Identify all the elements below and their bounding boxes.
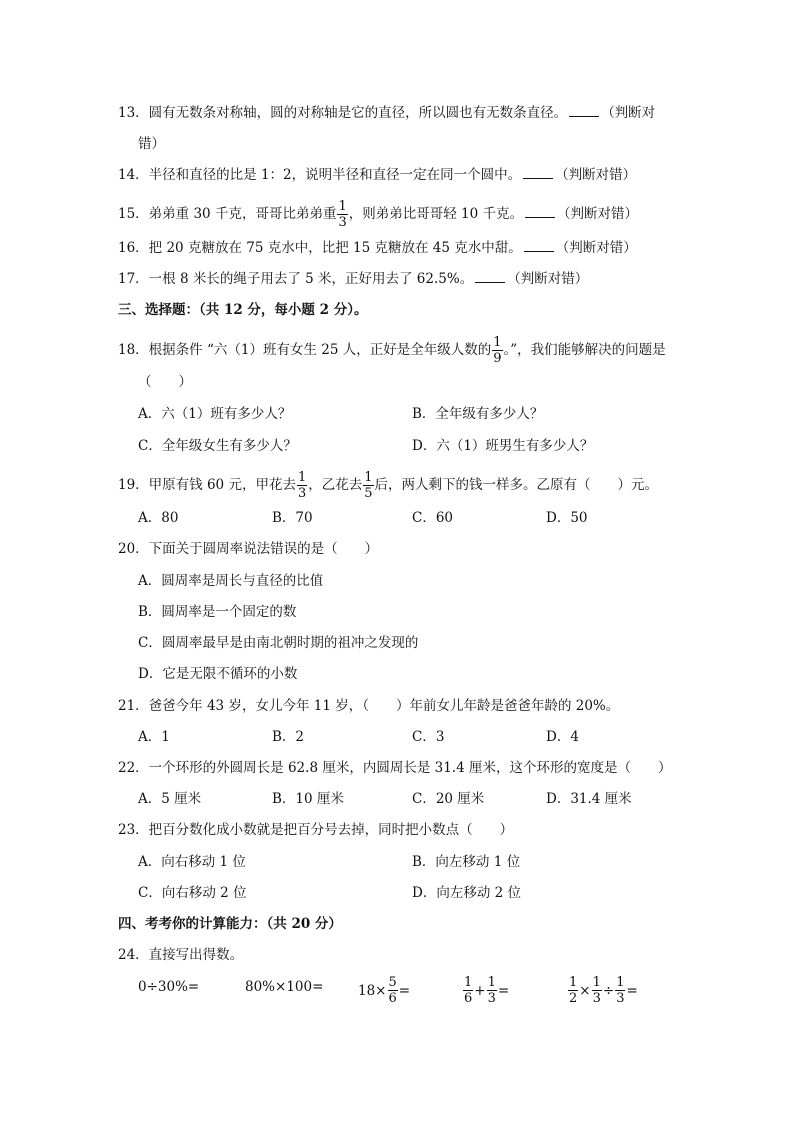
fraction: $\frac{1}{9}$ [493, 335, 502, 366]
answer-blank[interactable] [525, 205, 555, 218]
question-14: 14．半径和直径的比是 1：2，说明半径和直径一定在同一个圆中。 （判断对错） [118, 167, 637, 183]
q18-option-b[interactable]: B．全年级有多少人？ [412, 406, 544, 422]
question-21: 21．爸爸今年 43 岁，女儿今年 11 岁，（ ）年前女儿年龄是爸爸年龄的 20%。 [118, 698, 620, 714]
calc-expression-1: 0÷30%= [138, 979, 200, 995]
calc-expression-4: $\frac{1}{6}$ + $\frac{1}{3}$ = [464, 975, 510, 1006]
answer-blank[interactable] [523, 166, 553, 179]
calc-expression-5: $\frac{1}{2}$ × $\frac{1}{3}$ ÷ $\frac{1}{3}$ = [569, 975, 638, 1006]
q20-option-d[interactable]: D．它是无限不循环的小数 [138, 666, 298, 682]
question-16: 16．把 20 克糖放在 75 克水中，比把 15 克糖放在 45 克水中甜。 （判断对错） [118, 240, 637, 256]
question-13-cont: 错） [138, 136, 165, 152]
q23-option-c[interactable]: C．向右移动 2 位 [138, 885, 247, 901]
question-13: 13．圆有无数条对称轴，圆的对称轴是它的直径，所以圆也有无数条直径。 （判断对 [118, 105, 656, 121]
fraction: $\frac{1}{3}$ [592, 975, 601, 1006]
fraction: $\frac{5}{6}$ [388, 975, 397, 1006]
q18-option-a[interactable]: A．六（1）班有多少人？ [138, 406, 292, 422]
q22-option-c[interactable]: C．20 厘米 [412, 791, 485, 807]
fraction: $\frac{1}{3}$ [297, 470, 307, 501]
q19-option-b[interactable]: B．70 [272, 510, 313, 526]
q20-option-b[interactable]: B．圆周率是一个固定的数 [138, 604, 297, 620]
fraction: $\frac{1}{2}$ [569, 975, 578, 1006]
question-17: 17．一根 8 米长的绳子用去了 5 米，正好用去了 62.5%。 （判断对错） [118, 271, 589, 287]
fraction: $\frac{1}{3}$ [338, 199, 347, 230]
question-22: 22．一个环形的外圆周长是 62.8 厘米，内圆周长是 31.4 厘米，这个环形的宽度是（ ） [118, 760, 672, 776]
q23-option-d[interactable]: D．向左移动 2 位 [412, 885, 521, 901]
q20-option-a[interactable]: A．圆周率是周长与直径的比值 [138, 573, 324, 589]
q21-option-a[interactable]: A．1 [138, 729, 170, 745]
section-4-heading: 四、考考你的计算能力：（共 20 分） [118, 916, 342, 932]
q18-option-d[interactable]: D．六（1）班男生有多少人？ [412, 438, 594, 454]
q19-option-a[interactable]: A．80 [138, 510, 179, 526]
calc-expression-2: 80%×100= [245, 979, 324, 995]
question-20: 20．下面关于圆周率说法错误的是（ ） [118, 541, 379, 557]
q20-option-c[interactable]: C．圆周率最早是由南北朝时期的祖冲之发现的 [138, 635, 419, 651]
section-3-heading: 三、选择题：（共 12 分，每小题 2 分）。 [118, 302, 368, 318]
q22-option-a[interactable]: A．5 厘米 [138, 791, 202, 807]
q19-option-d[interactable]: D．50 [546, 510, 588, 526]
question-15: 15．弟弟重 30 千克，哥哥比弟弟重 $\frac{1}{3}$ ，则弟弟比哥哥轻 10 千克。 （判断对错） [118, 199, 638, 230]
question-23: 23．把百分数化成小数就是把百分号去掉，同时把小数点（ ） [118, 822, 514, 838]
calc-expression-3: 18× $\frac{5}{6}$ = [358, 975, 411, 1006]
q23-option-b[interactable]: B．向左移动 1 位 [412, 854, 521, 870]
question-18: 18．根据条件 “六（1）班有女生 25 人，正好是全年级人数的 $\frac{1}{9}$ 。”，我们能够解决的问题是 [118, 335, 666, 366]
question-19: 19．甲原有钱 60 元，甲花去 $\frac{1}{3}$ ，乙花去 $\frac{1}{5}$ 后，两人剩下的钱一样多。乙原有（ ）元。 [118, 470, 659, 501]
q22-option-d[interactable]: D．31.4 厘米 [546, 791, 632, 807]
fraction: $\frac{1}{6}$ [464, 975, 473, 1006]
q21-option-d[interactable]: D．4 [546, 729, 579, 745]
q21-option-b[interactable]: B．2 [272, 729, 305, 745]
fraction: $\frac{1}{3}$ [616, 975, 625, 1006]
q23-option-a[interactable]: A．向右移动 1 位 [138, 854, 246, 870]
q19-option-c[interactable]: C．60 [412, 510, 454, 526]
answer-blank[interactable] [475, 270, 505, 283]
q22-option-b[interactable]: B．10 厘米 [272, 791, 344, 807]
q21-option-c[interactable]: C．3 [412, 729, 445, 745]
answer-blank[interactable] [524, 239, 554, 252]
answer-blank[interactable] [569, 104, 599, 117]
question-24: 24．直接写出得数。 [118, 947, 244, 963]
question-18-paren: （ ） [138, 374, 192, 390]
fraction: $\frac{1}{5}$ [364, 470, 373, 501]
q18-option-c[interactable]: C．全年级女生有多少人？ [138, 438, 297, 454]
fraction: $\frac{1}{3}$ [487, 975, 496, 1006]
